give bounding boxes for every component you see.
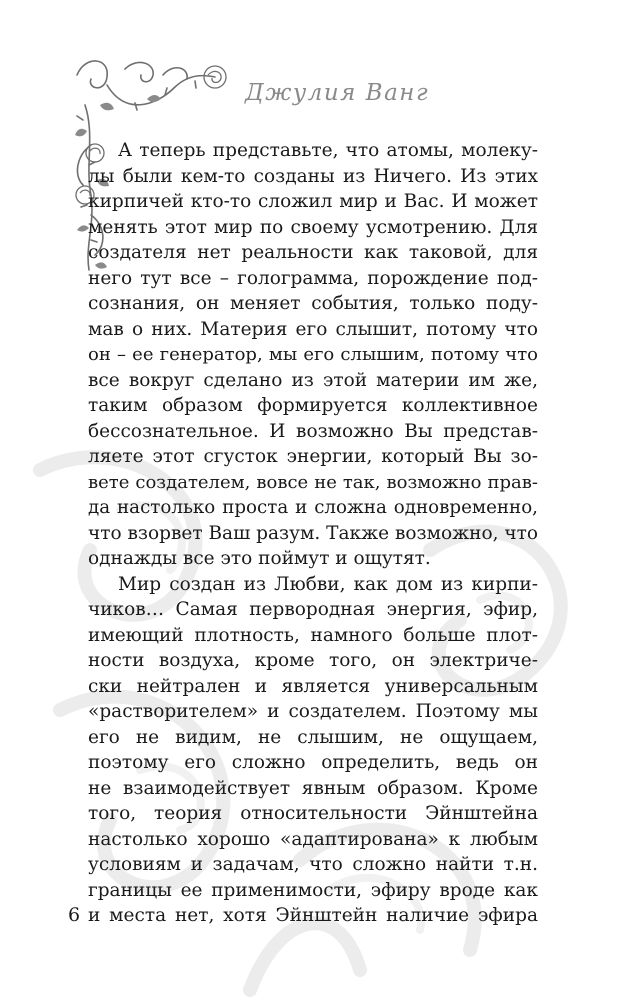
text-line: кирпичей кто-то сложил мир и Вас. И может [88, 191, 538, 212]
text-line: сознания, он меняет события, только поду- [88, 293, 538, 314]
text-line: поэтому его сложно определить, ведь он [88, 752, 538, 773]
text-line: ляете этот сгусток энергии, который Вы зо- [88, 446, 538, 467]
text-line: таким образом формируется коллективное [88, 395, 538, 416]
text-line: и места нет, хотя Эйнштейн наличие эфира [88, 905, 538, 926]
text-line: А теперь представьте, что атомы, молеку- [118, 140, 538, 161]
text-line: «растворителем» и создателем. Поэтому мы [88, 701, 538, 722]
text-line: чиков… Самая первородная энергия, эфир, [88, 599, 538, 620]
text-line: менять этот мир по своему усмотрению. Для [88, 216, 538, 238]
text-line: что взорвет Ваш разум. Также возможно, что [88, 522, 538, 544]
page-number: 6 [68, 904, 81, 926]
text-line: бессознательное. И возможно Вы представ- [88, 420, 538, 442]
text-line: лы были кем-то созданы из Ничего. Из этих [88, 165, 538, 187]
text-line: Мир создан из Любви, как дом из кирпи- [118, 573, 538, 595]
text-line: создателя нет реальности как таковой, для [88, 242, 538, 263]
text-line: вете создателем, вовсе не так, возможно прав- [88, 471, 538, 493]
text-line: его не видим, не слышим, не ощущаем, [88, 726, 538, 748]
text-line: того, теория относительности Эйнштейна [88, 803, 538, 824]
body-text [88, 138, 538, 929]
text-line: границы ее применимости, эфиру вроде как [88, 879, 538, 901]
text-line: имеющий плотность, намного больше плот- [88, 624, 538, 646]
text-line: него тут все – голограмма, порождение под- [88, 267, 538, 289]
text-line: не взаимодействует явным образом. Кроме [88, 777, 538, 799]
text-line: однажды все это поймут и ощутят. [88, 548, 431, 569]
text-line: настолько хорошо «адаптирована» к любым [88, 828, 538, 850]
text-line: ности воздуха, кроме того, он электриче- [88, 650, 538, 671]
text-line: он – ее генератор, мы его слышим, потому что [88, 344, 538, 365]
text-line: условиям и задачам, что сложно найти т.н. [88, 854, 538, 875]
text-line: все вокруг сделано из этой материи им же, [88, 369, 538, 391]
text-line: ски нейтрален и является универсальным [88, 675, 538, 697]
running-header-author: Джулия Ванг [245, 80, 430, 106]
text-line: да настолько проста и сложна одновременно, [88, 497, 538, 518]
text-line: мав о них. Материя его слышит, потому что [88, 318, 538, 340]
